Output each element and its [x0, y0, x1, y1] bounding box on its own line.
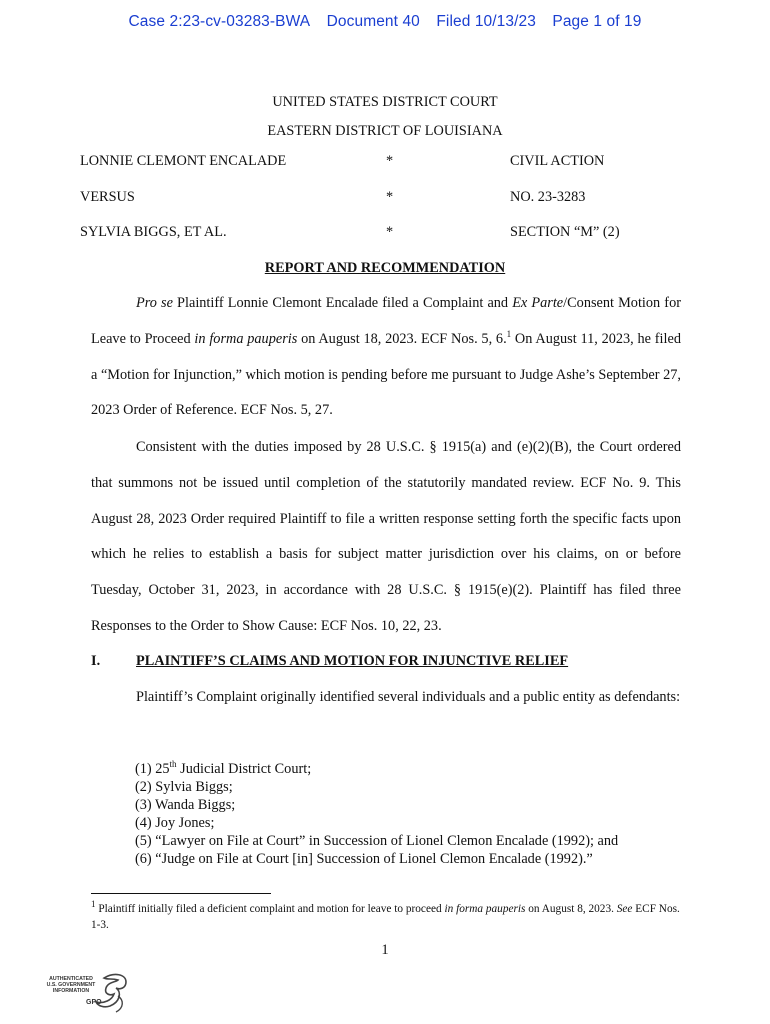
footnote-text: ECF Nos. 1-3. — [91, 903, 680, 931]
stamp-filed: Filed 10/13/23 — [436, 13, 536, 30]
gpo-line: U.S. GOVERNMENT — [46, 982, 96, 989]
list-item-text: (1) 25 — [135, 761, 170, 777]
footnote — [91, 901, 683, 933]
court-name: UNITED STATES DISTRICT COURT — [272, 94, 498, 110]
list-item — [135, 760, 695, 778]
caption-section: SECTION “M” (2) — [510, 224, 620, 240]
document-title-text: REPORT AND RECOMMENDATION — [264, 260, 506, 276]
list-item: (6) “Judge on File at Court [in] Succession of Lionel Clemon Encalade (1992).” — [135, 851, 593, 867]
section-title: PLAINTIFF’S CLAIMS AND MOTION FOR INJUNCTIVE RELIEF — [136, 653, 569, 669]
page-number: 1 — [381, 942, 389, 958]
footnote-text: on August 8, 2023. — [525, 903, 617, 915]
caption-defendants: SYLVIA BIGGS, ET AL. — [80, 224, 227, 240]
para1-text: On August 11, 2023, he filed a “Motion for Injunction,” which motion is pending before me pursuant to Judge Ashe’s September 27, 2023 Order of Reference. ECF Nos. 5, 27. — [91, 330, 681, 419]
footnote-number: 1 — [91, 899, 96, 910]
stamp-document: Document 40 — [326, 13, 420, 30]
gpo-label: GPO — [86, 999, 102, 1006]
caption-action-type: CIVIL ACTION — [510, 153, 605, 169]
gpo-authentication-logo — [40, 970, 140, 1018]
para1-text: Plaintiff Lonnie Clemont Encalade filed a Complaint and — [172, 295, 513, 311]
caption-asterisk: * — [386, 189, 394, 205]
footnote-ifp: in forma pauperis — [444, 903, 526, 915]
caption-versus: VERSUS — [80, 189, 135, 205]
para1-ifp: in forma pauperis — [194, 330, 298, 347]
paragraph-defendants — [91, 680, 681, 716]
para1-text: on August 18, 2023. ECF Nos. 5, 6. — [297, 330, 507, 347]
list-item: (4) Joy Jones; — [135, 815, 215, 831]
para3-text: Plaintiff’s Complaint originally identified several individuals and a public entity as defendants: — [136, 689, 681, 705]
court-district: EASTERN DISTRICT OF LOUISIANA — [267, 123, 503, 139]
para1-text: /Consent Motion for Leave to Proceed — [91, 295, 681, 347]
stamp-case: Case 2:23-cv-03283-BWA — [128, 13, 311, 30]
gpo-line: AUTHENTICATED — [49, 976, 93, 982]
filing-stamp — [0, 13, 770, 31]
footnote-divider — [91, 893, 271, 894]
eagle-icon — [40, 970, 140, 1018]
para2-text: Consistent with the duties imposed by 28 U.S.C. § 1915(a) and (e)(2)(B), the Court ordered that summons not be issued until completion of the statutorily mandated review. ECF No. 9. This August 28, 2023 Order required Plaintiff to file a written response setting forth the specific facts upon which he relies to establish a basis for subject matter jurisdiction over his claims, on or before Tuesday, October 31, 2023, in accordance with 28 U.S.C. § 1915(e)(2). Plaintiff has filed three Responses to the Order to Show Cause: ECF Nos. 10, 22, 23. — [91, 439, 681, 634]
section-number: I. — [91, 653, 101, 669]
ordinal-suffix: th — [169, 759, 177, 770]
list-item: (2) Sylvia Biggs; — [135, 779, 233, 795]
paragraph-intro — [91, 286, 681, 429]
list-item-text: Judicial District Court; — [176, 761, 312, 777]
para1-pro-se: Pro se — [136, 295, 173, 311]
caption-case-number: NO. 23-3283 — [510, 189, 586, 205]
footnote-text: Plaintiff initially filed a deficient complaint and motion for leave to proceed — [95, 903, 445, 915]
para1-ex-parte: Ex Parte — [512, 295, 564, 311]
list-item: (3) Wanda Biggs; — [135, 797, 236, 813]
stamp-page: Page 1 of 19 — [552, 13, 642, 30]
document-title — [0, 260, 770, 277]
footnote-see: See — [616, 903, 633, 915]
caption-asterisk: * — [386, 224, 394, 240]
caption-plaintiff: LONNIE CLEMONT ENCALADE — [80, 153, 287, 169]
caption-asterisk: * — [386, 153, 394, 169]
defendants-list — [135, 760, 695, 868]
list-item: (5) “Lawyer on File at Court” in Succession of Lionel Clemon Encalade (1992); and — [135, 833, 619, 849]
paragraph-screening — [91, 430, 681, 645]
gpo-line: INFORMATION — [52, 988, 90, 995]
footnote-reference: 1 — [506, 329, 512, 340]
